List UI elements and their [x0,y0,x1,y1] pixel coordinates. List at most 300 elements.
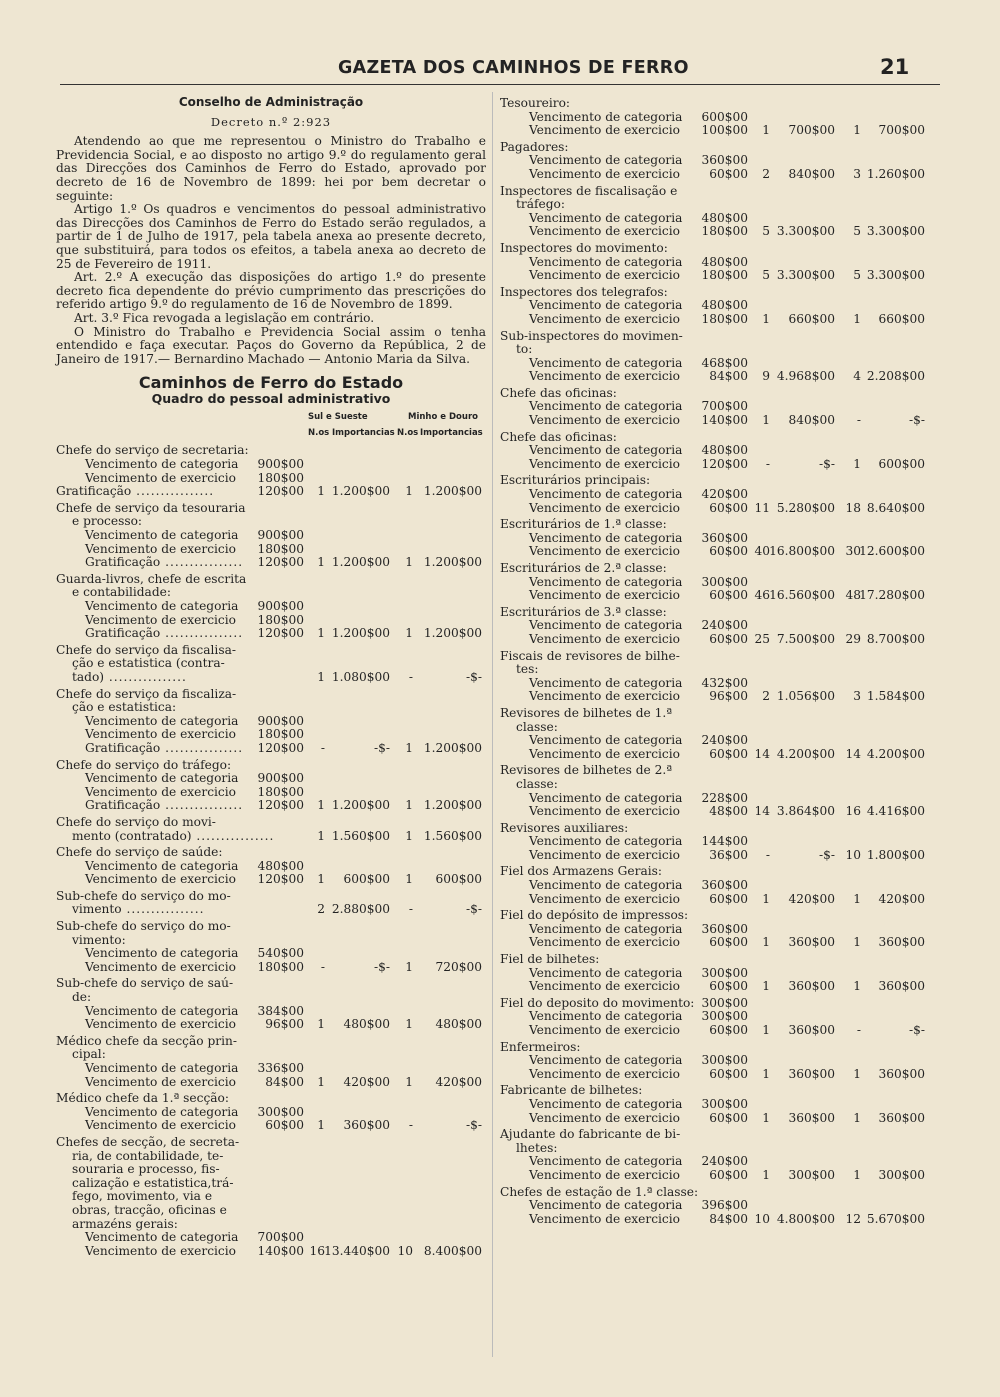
sul-count: 9 [762,369,770,384]
table-row [56,1035,486,1049]
salary-value: 300$00 [701,995,748,1010]
table-row [500,1098,945,1112]
salary-value: 432$00 [701,675,748,690]
minho-amount: 1.200$00 [423,740,482,755]
table-row [500,562,945,576]
decree-paragraph: O Ministro do Trabalho e Previdencia Social assim o tenha entendido e faça executar. Paços do Governo da República, 2 de Janeiro de 1917.— Bernardino Machado — Antonio Maria da Silva. [56,324,486,366]
staff-entry [56,816,486,843]
sul-count: 1 [317,484,325,499]
table-row [56,715,486,729]
minho-amount: 360$00 [878,935,925,950]
row-label: Vencimento de categoria [529,109,683,124]
sul-amount: 420$00 [343,1074,390,1089]
salary-value: 60$00 [709,746,748,761]
row-label: calização e estatistica,trá- [72,1175,234,1190]
table-row [56,543,486,557]
minho-count: 1 [405,740,413,755]
col-header-importancias: Importancias [420,428,483,439]
sul-count: 11 [754,500,770,515]
table-row [500,835,945,849]
table-row [56,444,486,458]
sul-count: 1 [762,891,770,906]
table-row [500,1010,945,1024]
row-label: Vencimento de exercicio [85,1074,236,1089]
row-label: Sub-chefe do serviço do mo- [56,919,231,934]
row-label: Vencimento de exercicio [529,544,680,559]
salary-value: 228$00 [701,790,748,805]
table-row [500,532,945,546]
row-label: Vencimento de categoria [529,254,683,269]
sul-count: 1 [317,555,325,570]
sul-amount: 360$00 [343,1118,390,1133]
minho-amount: 480$00 [435,1017,482,1032]
row-label: Vencimento de categoria [529,878,683,893]
salary-value: 60$00 [709,1110,748,1125]
minho-count: 12 [845,1211,861,1226]
table-row [500,225,945,239]
table-row [500,865,945,879]
minho-count: 5 [853,268,861,283]
staff-table-left [56,444,486,1258]
sul-amount: 1.560$00 [331,828,390,843]
table-row [500,1128,945,1142]
minho-count: 3 [853,689,861,704]
sul-count: 16 [309,1243,325,1258]
salary-value: 700$00 [701,399,748,414]
sul-count: 1 [317,1017,325,1032]
staff-entry [500,1128,945,1182]
table-row [500,792,945,806]
minho-amount: -$- [466,1118,482,1133]
staff-entry [56,688,486,756]
row-label: Vencimento de categoria [529,1096,683,1111]
row-label: Escriturários de 2.ª classe: [500,561,667,575]
row-label: Vencimento de categoria [85,457,239,472]
salary-value: 60$00 [709,544,748,559]
salary-value: 120$00 [257,555,304,570]
minho-amount: 700$00 [878,123,925,138]
minho-count: 10 [397,1243,413,1258]
minho-amount: 360$00 [878,979,925,994]
table-row [500,633,945,647]
row-label: Vencimento de categoria [529,790,683,805]
row-label: Vencimento de exercicio [529,631,680,646]
col-header-n: N.os [308,428,330,439]
table-row [56,1018,486,1032]
sul-count: 14 [754,804,770,819]
salary-value: 60$00 [709,891,748,906]
staff-entry [500,474,945,515]
group-header-sul: Sul e Sueste [308,412,368,423]
table-row [56,1231,486,1245]
salary-value: 420$00 [701,487,748,502]
row-label: Vencimento de categoria [529,921,683,936]
salary-value: 180$00 [257,784,304,799]
row-label: Vencimento de categoria [529,1154,683,1169]
sul-amount: 4.800$00 [776,1211,835,1226]
row-label: mento (contratado) ..... [56,830,274,844]
table-row [500,879,945,893]
table-row [56,1190,486,1204]
table-row [500,1024,945,1038]
row-label: Vencimento de categoria [529,675,683,690]
table-row [56,1048,486,1062]
row-label: Vencimento de exercicio [529,413,680,428]
table-row [56,890,486,904]
row-label: Chefes de secção, de secreta- [56,1134,240,1149]
staff-entry [500,141,945,182]
table-column-headers [56,411,486,441]
sul-count: 1 [317,669,325,684]
staff-entry [500,387,945,428]
page-number: 21 [880,55,910,79]
row-label: vimento ..... [56,903,205,917]
minho-amount: 360$00 [878,1110,925,1125]
salary-value: 900$00 [257,457,304,472]
row-label: Chefe do serviço do movi- [56,814,216,829]
salary-value: 60$00 [709,1023,748,1037]
salary-value: 540$00 [257,946,304,961]
minho-amount: 600$00 [878,456,925,471]
table-row [500,936,945,950]
salary-value: 480$00 [701,298,748,313]
table-row [56,977,486,991]
minho-count: 4 [853,369,861,384]
salary-value: 600$00 [701,109,748,124]
sul-amount: -$- [819,847,835,862]
row-label: Vencimento de categoria [529,834,683,849]
row-label: Gratificação ..... [56,485,214,499]
table-row [56,502,486,516]
row-label: Vencimento de exercicio [529,1211,680,1226]
minho-amount: -$- [466,902,482,917]
row-label: Vencimento de exercicio [529,456,680,471]
sul-amount: 700$00 [788,123,835,138]
salary-value: 240$00 [701,618,748,633]
salary-value: 900$00 [257,599,304,613]
row-label: classe: [516,776,558,791]
table-row [56,1076,486,1090]
sul-amount: 1.056$00 [776,689,835,704]
table-row [500,1213,945,1227]
table-row [56,614,486,628]
row-label: Vencimento de exercicio [85,1017,236,1032]
sul-count: 1 [762,123,770,138]
sul-amount: 3.300$00 [776,224,835,239]
minho-amount: 4.200$00 [866,746,925,761]
row-label: Vencimento de categoria [85,858,239,873]
table-row [56,742,486,756]
table-row [56,772,486,786]
table-row [56,1177,486,1191]
salary-value: 180$00 [701,224,748,239]
sul-amount: 1.200$00 [331,798,390,813]
table-row [500,370,945,384]
row-label: ção e estatistica (contra- [72,656,225,671]
row-label: Vencimento de exercicio [529,891,680,906]
salary-value: 100$00 [701,123,748,138]
table-row [56,816,486,830]
table-row [56,701,486,715]
row-label: Chefe do serviço de secretaria: [56,443,249,458]
salary-value: 180$00 [701,311,748,326]
table-row [500,606,945,620]
minho-count: 1 [853,1066,861,1081]
row-label: Ajudante do fabricante de bi- [500,1127,681,1142]
salary-value: 360$00 [701,921,748,936]
sul-amount: 2.880$00 [331,902,390,917]
sul-amount: 1.080$00 [331,669,390,684]
row-label: Fabricante de bilhetes: [500,1083,643,1098]
row-label: to: [516,342,533,357]
minho-amount: 5.670$00 [866,1211,925,1226]
salary-value: 60$00 [709,166,748,181]
table-row [56,903,486,917]
staff-entry [56,1136,486,1258]
row-label: Vencimento de categoria [85,528,239,543]
row-label: Vencimento de exercicio [85,872,236,887]
table-row [500,431,945,445]
minho-count: 1 [405,828,413,843]
sul-amount: 660$00 [788,311,835,326]
sul-count: 2 [762,689,770,704]
sul-amount: -$- [374,740,390,755]
minho-amount: 8.400$00 [423,1243,482,1258]
salary-value: 60$00 [709,588,748,603]
column-divider [492,92,493,1357]
staff-entry [500,764,945,818]
salary-value: 480$00 [701,443,748,458]
table-row [500,923,945,937]
table-row [500,576,945,590]
sul-count: 1 [762,1066,770,1081]
table-row [56,472,486,486]
row-label: tado) ..... [56,671,187,685]
left-column [56,94,486,1258]
salary-value: 48$00 [709,804,748,819]
sul-count: 1 [762,1167,770,1182]
table-row [500,748,945,762]
table-row [500,242,945,256]
minho-count: 5 [853,224,861,239]
table-row [56,873,486,887]
row-label: Chefe de serviço da tesouraria [56,500,246,515]
salary-value: 360$00 [701,530,748,545]
staff-entry [56,920,486,974]
sul-count: 14 [754,746,770,761]
section-heading: Conselho de Administração [178,95,364,109]
sul-amount: 360$00 [788,1066,835,1081]
table-row [56,1136,486,1150]
salary-value: 180$00 [257,541,304,556]
salary-value: 384$00 [257,1003,304,1018]
decree-paragraph: Atendendo ao que me representou o Ministro do Trabalho e Previdencia Social, e ao disposto no artigo 9.º do regulamento geral das Direcções dos Caminhos de Ferro do Estado, aprovado por decreto de 16 de Novembro de 1899: hei por bem decretar o seguinte: [56,134,486,203]
row-label: Revisores auxiliares: [500,820,629,835]
row-label: Gratificação ..... [56,742,243,756]
salary-value: 900$00 [257,713,304,728]
row-label: Vencimento de exercicio [529,1167,680,1182]
staff-entry [500,562,945,603]
table-row [56,556,486,570]
sul-amount: 300$00 [788,1167,835,1182]
table-row [500,111,945,125]
sul-amount: 16.800$00 [769,544,835,559]
table-row [500,1142,945,1156]
group-header-minho: Minho e Douro [408,412,478,423]
row-label: Vencimento de exercicio [529,935,680,950]
sul-count: 5 [762,268,770,283]
table-row [56,515,486,529]
table-row [56,920,486,934]
row-label: Fiscais de revisores de bilhe- [500,648,680,663]
row-label: Vencimento de categoria [529,1053,683,1068]
minho-count: - [408,902,413,917]
table-row [56,947,486,961]
table-row [500,589,945,603]
minho-count: - [856,413,861,428]
row-label: classe: [516,719,558,734]
sul-amount: 3.300$00 [776,268,835,283]
salary-value: 240$00 [701,733,748,748]
salary-value: 60$00 [709,1167,748,1182]
table-row [500,805,945,819]
table-row [56,1062,486,1076]
row-label: Vencimento de exercicio [529,268,680,283]
table-row [500,124,945,138]
minho-count: 1 [405,798,413,813]
row-label: ção e estatistica: [72,700,177,715]
sul-amount: -$- [819,456,835,471]
row-label: Vencimento de categoria [529,1009,683,1024]
row-label: Vencimento de exercicio [529,500,680,515]
row-label: e contabilidade: [72,585,171,600]
row-label: Vencimento de exercicio [529,224,680,239]
salary-value: 240$00 [701,1154,748,1169]
table-row [500,734,945,748]
row-label: Vencimento de exercicio [529,847,680,862]
decree-number: Decreto n.º 2:923 [210,114,332,129]
row-label: Revisores de bilhetes de 1.ª [500,705,673,720]
decree-paragraph: Artigo 1.º Os quadros e vencimentos do pessoal administrativo das Direcções dos Caminhos de Ferro do Estado serão regulados, a partir de 1 de Julho de 1917, pela tabela anexa ao presente decreto, que substituirá, para todos os efeitos, a tabela anexa ao decreto de 25 de Fevereiro de 1911. [56,202,486,271]
row-label: Fiel de bilhetes: [500,952,600,967]
minho-count: 1 [405,872,413,887]
table-row [56,786,486,800]
row-label: Vencimento de exercicio [529,369,680,384]
staff-entry [500,606,945,647]
sul-amount: 480$00 [343,1017,390,1032]
salary-value: 60$00 [709,500,748,515]
page-header [0,55,1000,84]
table-row [500,677,945,691]
minho-count: 1 [853,979,861,994]
salary-value: 300$00 [701,574,748,589]
table-row [56,1119,486,1133]
row-label: Vencimento de categoria [529,153,683,168]
table-row [500,198,945,212]
salary-value: 36$00 [709,847,748,862]
sul-amount: 13.440$00 [324,1243,390,1258]
table-row [56,728,486,742]
minho-amount: -$- [909,413,925,428]
minho-count: 30 [845,544,861,559]
sul-amount: 5.280$00 [776,500,835,515]
table-row [500,154,945,168]
table-row [56,991,486,1005]
salary-value: 120$00 [257,872,304,887]
row-label: Fiel do deposito do movimento: [500,995,695,1010]
sul-count: 1 [762,1023,770,1037]
minho-amount: 2.208$00 [866,369,925,384]
table-row [500,849,945,863]
sul-count: 40 [754,544,770,559]
table-row [500,707,945,721]
table-row [56,961,486,975]
staff-entry [500,431,945,472]
row-label: Vencimento de categoria [529,574,683,589]
row-label: Vencimento de exercicio [529,123,680,138]
salary-value: 300$00 [257,1104,304,1119]
salary-value: 300$00 [701,1053,748,1068]
staff-entry [500,953,945,994]
row-label: armazéns gerais: [72,1216,178,1231]
salary-value: 180$00 [257,727,304,742]
sul-amount: -$- [374,959,390,974]
salary-value: 120$00 [257,626,304,641]
salary-value: 396$00 [701,1198,748,1213]
staff-entry [500,286,945,327]
staff-entry [500,185,945,239]
staff-entry [500,97,945,138]
minho-count: 1 [853,1167,861,1182]
table-row [56,1204,486,1218]
minho-count: 1 [405,1074,413,1089]
salary-value: 900$00 [257,771,304,786]
row-label: vimento: [72,932,126,947]
row-label: Vencimento de exercicio [529,689,680,704]
row-label: Vencimento de exercicio [85,1243,236,1258]
minho-count: 16 [845,804,861,819]
salary-value: 120$00 [257,798,304,813]
table-row [56,1150,486,1164]
salary-value: 300$00 [701,965,748,980]
salary-value: 700$00 [257,1230,304,1245]
row-label: Vencimento de categoria [529,210,683,225]
table-row [56,759,486,773]
table-row [500,893,945,907]
row-label: Vencimento de exercicio [529,1066,680,1081]
minho-amount: 720$00 [435,959,482,974]
row-label: Revisores de bilhetes de 2.ª [500,763,673,778]
table-row [500,690,945,704]
table-row [500,488,945,502]
salary-value: 300$00 [701,1096,748,1111]
sul-count: 1 [762,1110,770,1125]
row-label: Vencimento de exercicio [529,311,680,326]
minho-amount: 17.280$00 [859,588,925,603]
table-row [56,1092,486,1106]
minho-count: 1 [853,1110,861,1125]
row-label: Inspectores do movimento: [500,240,668,255]
gazette-title: GAZETA DOS CAMINHOS DE FERRO [338,58,689,78]
row-label: Tesoureiro: [500,96,571,110]
staff-entry [56,977,486,1031]
row-label: Sub-inspectores do movimen- [500,328,683,343]
decree-paragraph: Art. 3.º Fica revogada a legislação em contrário. [74,310,375,325]
table-row [500,400,945,414]
minho-amount: 420$00 [878,891,925,906]
row-label: Vencimento de categoria [529,355,683,370]
salary-value: 140$00 [257,1243,304,1258]
